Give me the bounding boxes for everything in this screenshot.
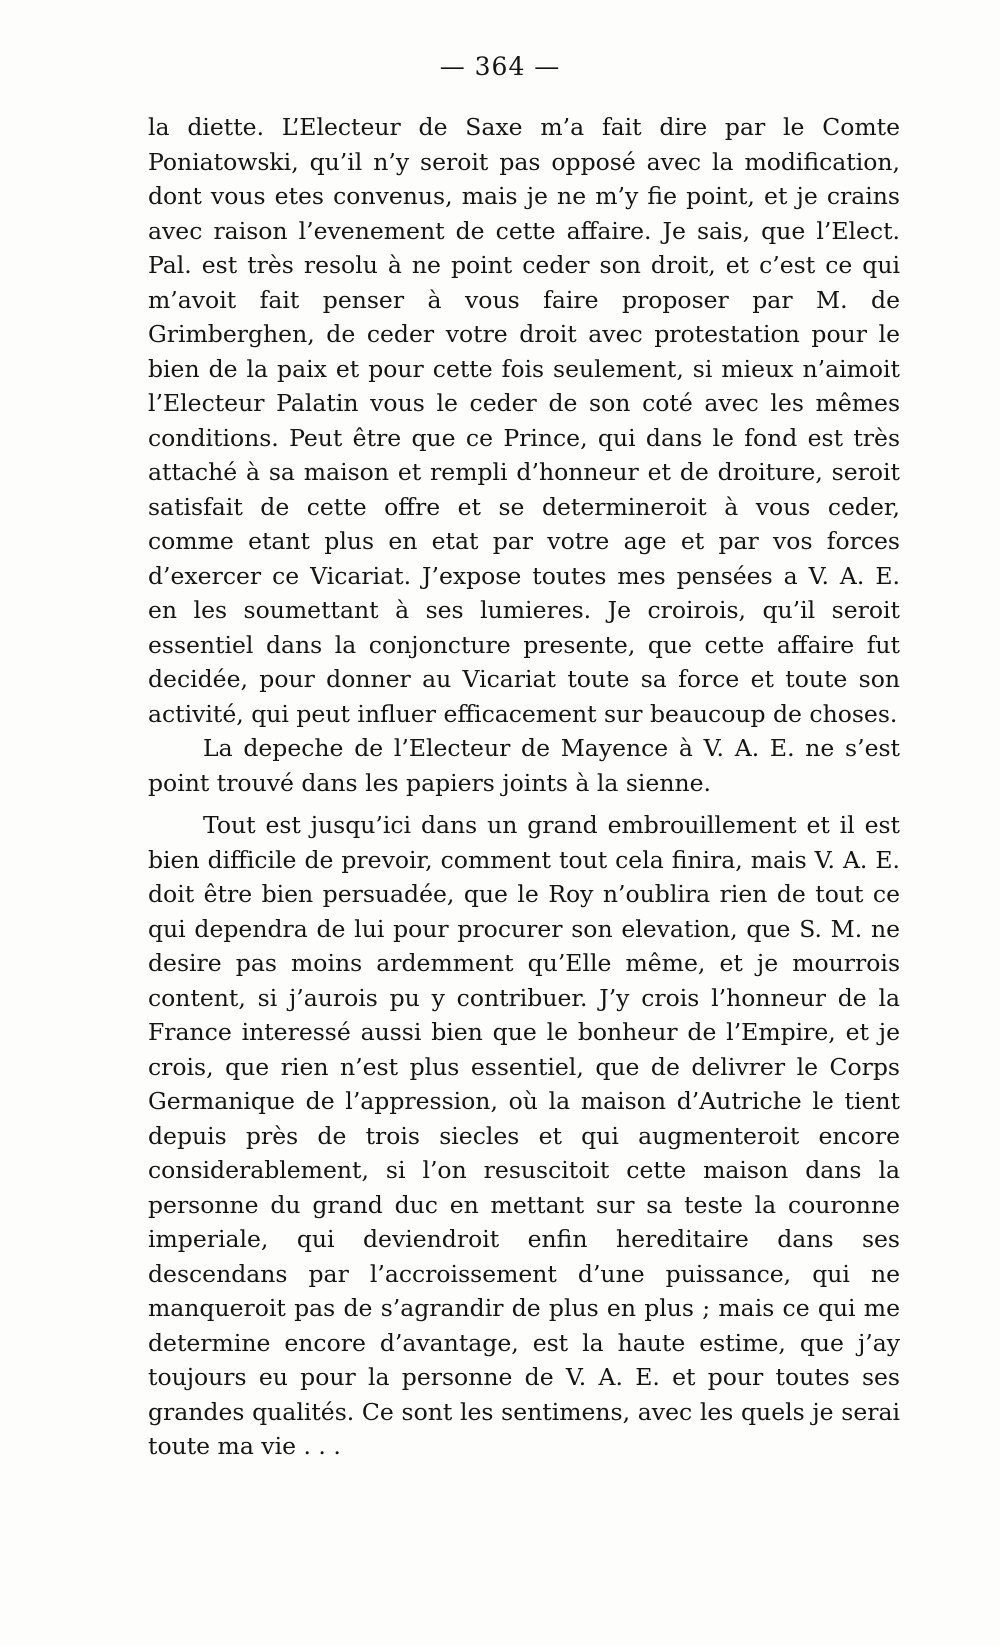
page-number: — 364 — [439,52,561,81]
paragraph-depeche: La depeche de l’Electeur de Mayence à V. A. E. ne s’est point trouvé dans les papiers joints à la sienne. [148,734,900,797]
paragraph-continuation: la diette. L’Electeur de Saxe m’a fait dire par le Comte Poniatowski, qu’il n’y seroit pas opposé avec la modification, dont vous etes convenus, mais je ne m’y fie point, et je crains avec raison l’evenement de cette affaire. Je sais, que l’Elect. Pal. est très resolu à ne point ceder son droit, et c’est ce qui m’avoit fait penser à vous faire proposer par M. de Grimberghen, de ceder votre droit avec protestation pour le bien de la paix et pour cette fois seulement, si mieux n’aimoit l’Electeur Palatin vous le ceder de son coté avec les mêmes conditions. Peut être que ce Prince, qui dans le fond est très attaché à sa maison et rempli d’honneur et de droiture, seroit satisfait de cette offre et se determineroit à vous ceder, comme etant plus en etat par votre age et par vos forces d’exercer ce Vicariat. J’expose toutes mes pensées a V. A. E. en les soumettant à ses lumieres. Je croirois, qu’il seroit essentiel dans la conjoncture presente, que cette affaire fut decidée, pour donner au Vicariat toute sa force et toute son activité, qui peut influer efficacement sur beaucoup de choses. [148,113,900,728]
body-text [148,110,900,1464]
paragraph-closing: Tout est jusqu’ici dans un grand embrouillement et il est bien difficile de prevoir, comment tout cela finira, mais V. A. E. doit être bien persuadée, que le Roy n’oublira rien de tout ce qui dependra de lui pour procurer son elevation, que S. M. ne desire pas moins ardemment qu’Elle même, et je mourrois content, si j’aurois pu y contribuer. J’y crois l’honneur de la France interessé aussi bien que le bonheur de l’Empire, et je crois, que rien n’est plus essentiel, que de delivrer le Corps Germanique de l’appression, où la maison d’Autriche le tient depuis près de trois siecles et qui augmenteroit encore considerablement, si l’on resuscitoit cette maison dans la personne du grand duc en mettant sur sa teste la couronne imperiale, qui deviendroit enfin hereditaire dans ses descendans par l’accroissement d’une puissance, qui ne manqueroit pas de s’agrandir de plus en plus ; mais ce qui me determine encore d’avantage, est la haute estime, que j’ay toujours eu pour la personne de V. A. E. et pour toutes ses grandes qualités. Ce sont les sentimens, avec les quels je serai toute ma vie . . . [148,811,900,1460]
